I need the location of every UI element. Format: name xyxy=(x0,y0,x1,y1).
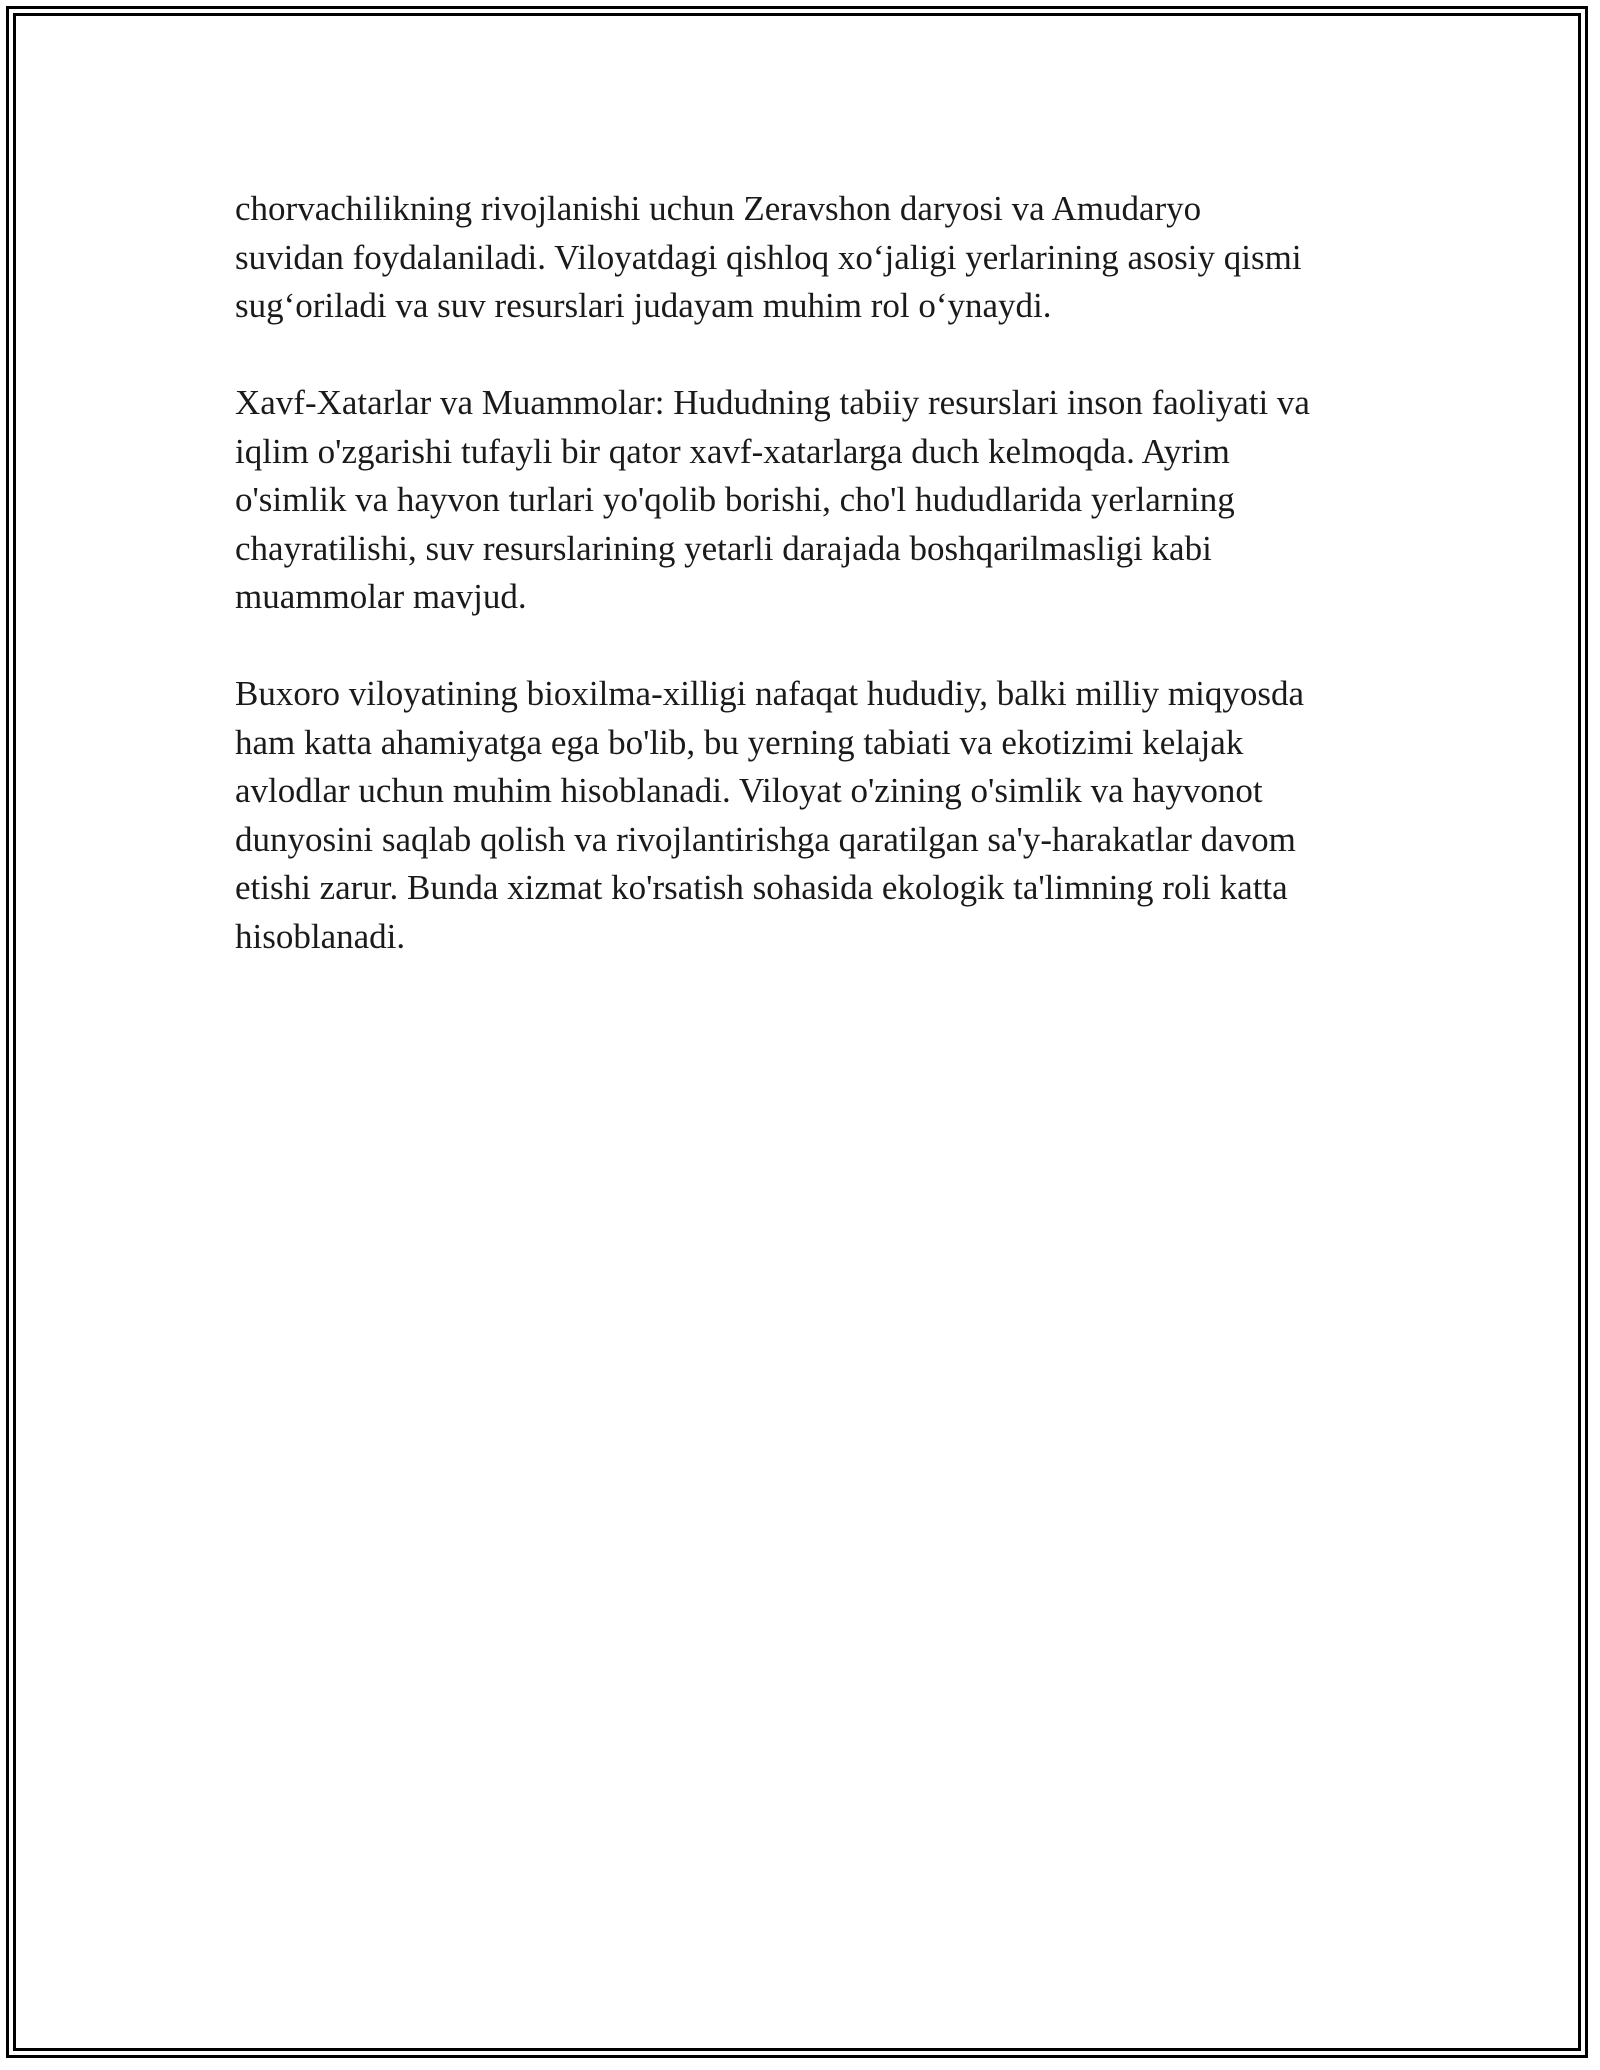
document-body xyxy=(235,185,1385,1010)
paragraph-risks-and-problems: Xavf-Xatarlar va Muammolar: Hududning tabiiy resurslari inson faoliyati va iqlim o'zgarishi tufayli bir qator xavf-xatarlarga duch kelmoqda. Ayrim o'simlik va hayvon turlari yo'qolib borishi, cho'l hududlarida yerlarning chayratilishi, suv resurslarining yetarli darajada boshqarilmasligi kabi muammolar mavjud. xyxy=(235,383,1310,616)
paragraph-biodiversity: Buxoro viloyatining bioxilma-xilligi nafaqat hududiy, balki milliy miqyosda ham katta ahamiyatga ega bo'lib, bu yerning tabiati va ekotizimi kelajak avlodlar uchun muhim hisoblanadi. Viloyat o'zining o'simlik va hayvonot dunyosini saqlab qolish va rivojlantirishga qaratilgan sa'y-harakatlar davom etishi zarur. Bunda xizmat ko'rsatish sohasida ekologik ta'limning roli katta hisoblanadi. xyxy=(235,674,1305,956)
paragraph-irrigation: chorvachilikning rivojlanishi uchun Zeravshon daryosi va Amudaryo suvidan foydalaniladi. Viloyatdagi qishloq xo‘jaligi yerlarining asosiy qismi sug‘oriladi va suv resurslari judayam muhim rol o‘ynaydi. xyxy=(235,189,1302,325)
